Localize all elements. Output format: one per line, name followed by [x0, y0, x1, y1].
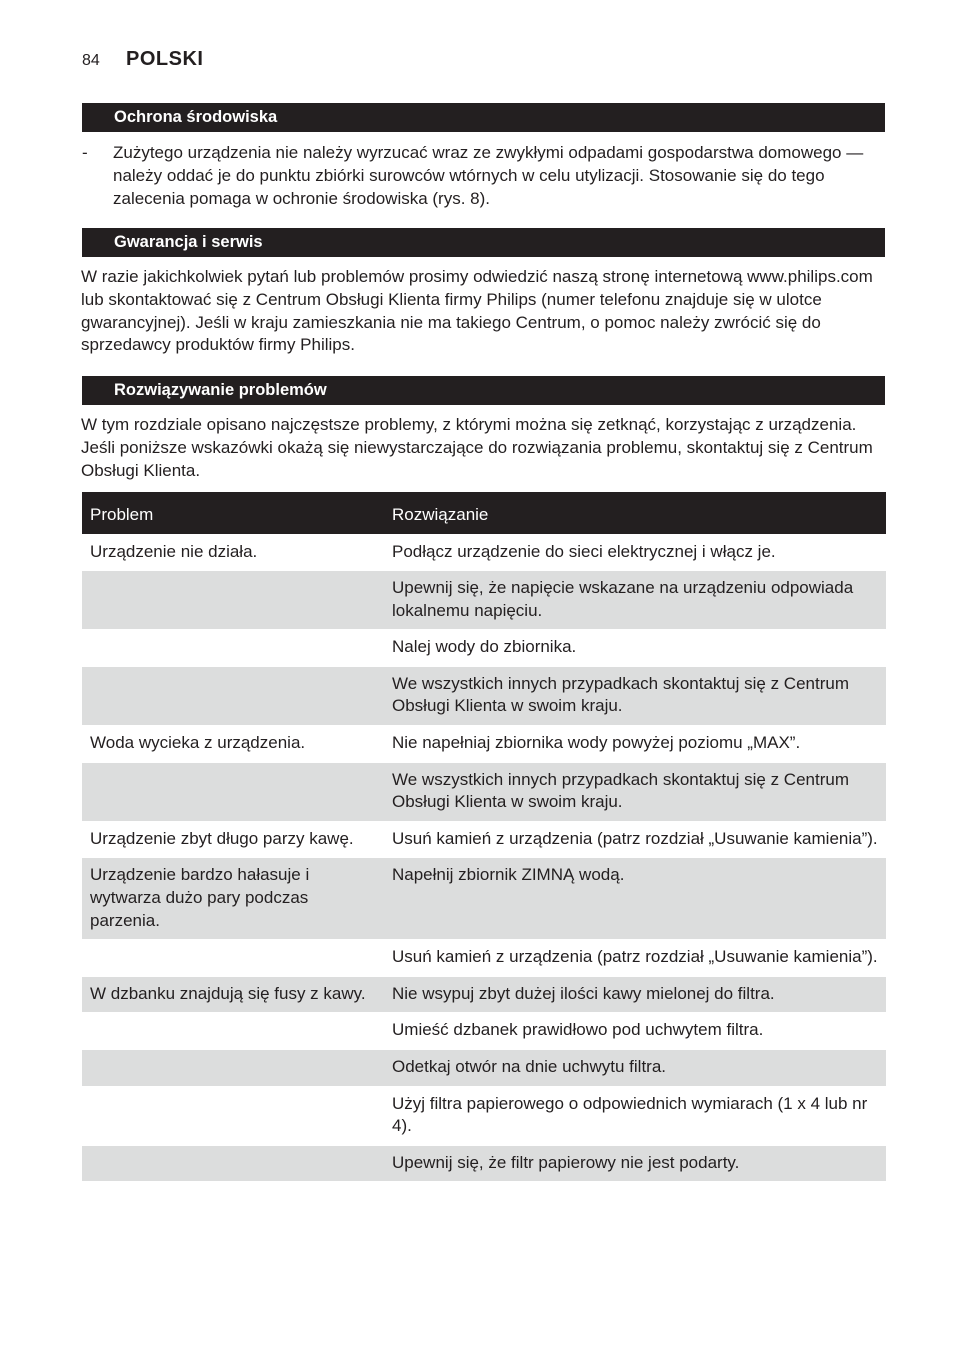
problem-cell: [82, 1013, 384, 1050]
table-row: [82, 726, 886, 763]
language-heading: POLSKI: [126, 48, 204, 70]
environment-text: Zużytego urządzenia nie należy wyrzucać wraz ze zwykłymi odpadami gospodarstwa domowego — należy oddać je do punktu zbiórki surowców wtórnych w celu utylizacji. Stosowanie się do tego zalecenia pomaga w ochronie środowiska (rys. 8).: [113, 143, 864, 208]
problem-cell: W dzbanku znajdują się fusy z kawy.: [82, 976, 384, 1013]
table-row: [82, 1013, 886, 1050]
solution-cell: Usuń kamień z urządzenia (patrz rozdział „Usuwanie kamienia”).: [384, 821, 886, 858]
table-row: [82, 762, 886, 821]
section-title-troubleshooting: Rozwiązywanie problemów: [82, 376, 885, 405]
solution-cell: Upewnij się, że filtr papierowy nie jest podarty.: [384, 1145, 886, 1181]
problem-cell: Urządzenie nie działa.: [82, 534, 384, 571]
header-solution: Rozwiązanie: [384, 492, 886, 534]
troubleshooting-text: W tym rozdziale opisano najczęstsze problemy, z którymi można się zetknąć, korzystając z urządzenia. Jeśli poniższe wskazówki okażą się niewystarczające do rozwiązania problemu, skontaktuj się z Centrum Obsługi Klienta.: [81, 415, 873, 480]
solution-cell: We wszystkich innych przypadkach skontaktuj się z Centrum Obsługi Klienta w swoim kraju.: [384, 666, 886, 725]
problem-cell: [82, 666, 384, 725]
table-row: [82, 1050, 886, 1087]
solution-cell: Użyj filtra papierowego o odpowiednich wymiarach (1 x 4 lub nr 4).: [384, 1086, 886, 1145]
solution-cell: Napełnij zbiornik ZIMNĄ wodą.: [384, 858, 886, 940]
bullet-marker: -: [82, 143, 88, 162]
table-row: [82, 1145, 886, 1181]
table-row: [82, 821, 886, 858]
table-row: [82, 1086, 886, 1145]
table-header-row: [82, 492, 886, 534]
page-number: 84: [82, 52, 100, 69]
problem-cell: [82, 762, 384, 821]
problem-cell: [82, 1050, 384, 1087]
section-title-guarantee: Gwarancja i serwis: [82, 228, 885, 257]
table-row: [82, 666, 886, 725]
table-row: [82, 858, 886, 940]
problem-cell: Woda wycieka z urządzenia.: [82, 726, 384, 763]
solution-cell: Upewnij się, że napięcie wskazane na urządzeniu odpowiada lokalnemu napięciu.: [384, 571, 886, 630]
guarantee-text: W razie jakichkolwiek pytań lub problemów prosimy odwiedzić naszą stronę internetową www.philips.com lub skontaktować się z Centrum Obsługi Klienta firmy Philips (numer telefonu znajduje się w ulotce gwarancyjnej). Jeśli w kraju zamieszkania nie ma takiego Centrum, o pomoc należy zwrócić się do sprzedawcy produktów firmy Philips.: [81, 267, 873, 355]
solution-cell: We wszystkich innych przypadkach skontaktuj się z Centrum Obsługi Klienta w swoim kraju.: [384, 762, 886, 821]
problem-cell: [82, 630, 384, 667]
table-row: [82, 571, 886, 630]
problem-cell: [82, 571, 384, 630]
table-row: [82, 534, 886, 571]
solution-cell: Odetkaj otwór na dnie uchwytu filtra.: [384, 1050, 886, 1087]
solution-cell: Nalej wody do zbiornika.: [384, 630, 886, 667]
problem-cell: [82, 1145, 384, 1181]
solution-cell: Nie napełniaj zbiornika wody powyżej poziomu „MAX”.: [384, 726, 886, 763]
solution-cell: Podłącz urządzenie do sieci elektrycznej i włącz je.: [384, 534, 886, 571]
solution-cell: Umieść dzbanek prawidłowo pod uchwytem filtra.: [384, 1013, 886, 1050]
problem-cell: [82, 1086, 384, 1145]
problem-cell: [82, 940, 384, 977]
table-row: [82, 976, 886, 1013]
table-row: [82, 940, 886, 977]
troubleshooting-table: [82, 492, 886, 1181]
section-title-environment: Ochrona środowiska: [82, 103, 885, 132]
table-row: [82, 630, 886, 667]
solution-cell: Usuń kamień z urządzenia (patrz rozdział „Usuwanie kamienia”).: [384, 940, 886, 977]
problem-cell: Urządzenie bardzo hałasuje i wytwarza dużo pary podczas parzenia.: [82, 858, 384, 940]
solution-cell: Nie wsypuj zbyt dużej ilości kawy mielonej do filtra.: [384, 976, 886, 1013]
problem-cell: Urządzenie zbyt długo parzy kawę.: [82, 821, 384, 858]
header-problem: Problem: [82, 492, 384, 534]
